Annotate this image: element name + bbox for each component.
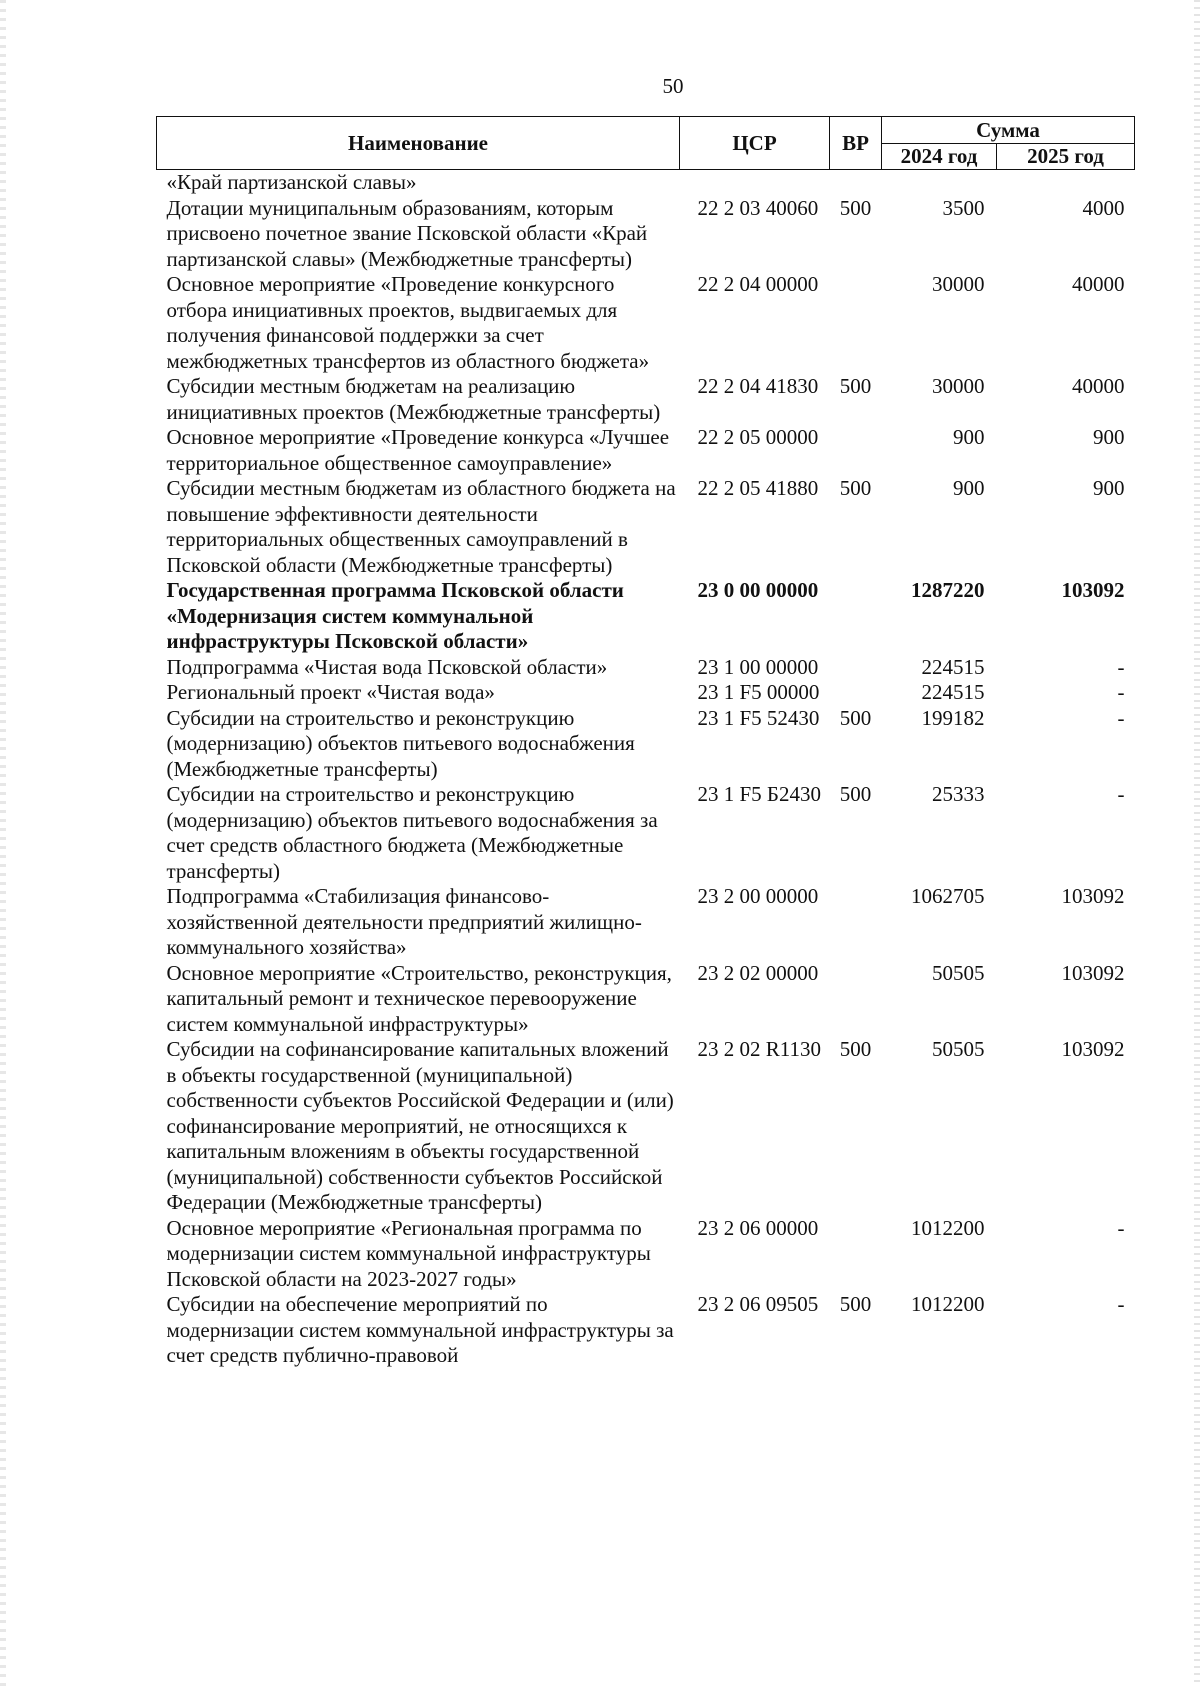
row-amount-2025: - xyxy=(1117,680,1125,704)
row-csr-code: 23 1 F5 Б2430 xyxy=(697,782,821,806)
row-name: Основное мероприятие «Проведение конкурсного отбора инициативных проектов, выдвигаемых для получения финансовой поддержки за счет межбюджетных трансфертов из областного бюджета» xyxy=(166,272,650,373)
row-name: Субсидии на строительство и реконструкцию (модернизацию) объектов питьевого водоснабжения (Межбюджетные трансферты) xyxy=(166,705,635,781)
row-amount-2024: 1287220 xyxy=(911,578,985,602)
row-csr-code: 23 2 00 00000 xyxy=(697,884,819,908)
row-amount-2025: 103092 xyxy=(1061,960,1125,985)
row-amount-2024: 30000 xyxy=(932,374,985,398)
row-name: Региональный проект «Чистая вода» xyxy=(166,680,495,704)
row-vr-code: 500 xyxy=(839,374,872,398)
scan-edge-right xyxy=(1194,0,1200,1686)
row-vr-code xyxy=(830,272,882,374)
header-year-2025: 2025 год xyxy=(997,143,1135,170)
table-row xyxy=(157,884,1135,961)
table-row xyxy=(157,1216,1135,1293)
row-amount-2024: 1012200 xyxy=(911,1292,985,1316)
row-amount-2025: 4000 xyxy=(1082,195,1125,220)
header-year-2024: 2024 год xyxy=(882,143,997,170)
row-name: Государственная программа Псковской области «Модернизация систем коммунальной инфраструктуры Псковской области» xyxy=(166,578,624,653)
row-amount-2025: 103092 xyxy=(1061,578,1125,602)
row-csr-code: 23 2 06 09505 xyxy=(697,1292,819,1316)
row-vr-code xyxy=(830,170,882,196)
table-header xyxy=(157,117,1135,170)
row-amount-2025 xyxy=(997,170,1135,196)
row-name: Субсидии на софинансирование капитальных вложений в объекты государственной (муниципальной) собственности субъектов Российской Федерации и (или) софинансирование мероприятий, не относящихся к капитальным вложениям в объекты государственной (муниципальной) собственности субъектов Российской Федерации (Межбюджетные трансферты) xyxy=(166,1037,674,1214)
row-amount-2024: 1012200 xyxy=(911,1215,985,1240)
row-csr-code xyxy=(680,170,830,196)
row-amount-2025: 40000 xyxy=(1072,374,1125,398)
row-vr-code: 500 xyxy=(839,476,872,500)
row-amount-2024 xyxy=(882,170,997,196)
table-row xyxy=(157,196,1135,273)
row-csr-code: 22 2 03 40060 xyxy=(697,195,819,220)
row-vr-code: 500 xyxy=(839,1292,872,1316)
row-vr-code: 500 xyxy=(839,782,872,806)
row-amount-2025: - xyxy=(1117,1215,1125,1240)
row-name: Подпрограмма «Стабилизация финансово-хозяйственной деятельности предприятий жилищно-коммунального хозяйства» xyxy=(166,884,642,959)
page-number: 50 xyxy=(662,74,684,98)
row-vr-code: 500 xyxy=(839,195,872,220)
row-csr-code: 22 2 05 41880 xyxy=(697,476,819,500)
row-name: Основное мероприятие «Строительство, реконструкция, капитальный ремонт и техническое перевооружение систем коммунальной инфраструктуры» xyxy=(166,960,672,1036)
row-amount-2024: 50505 xyxy=(932,960,985,985)
row-vr-code xyxy=(830,655,882,681)
row-csr-code: 23 1 00 00000 xyxy=(697,654,819,679)
table-row xyxy=(157,1292,1135,1369)
header-sum: Сумма xyxy=(882,117,1135,144)
row-vr-code xyxy=(830,961,882,1038)
header-vr: ВР xyxy=(830,117,882,170)
row-csr-code: 22 2 05 00000 xyxy=(697,425,819,449)
row-vr-code xyxy=(830,680,882,706)
row-csr-code: 23 2 02 00000 xyxy=(697,960,819,985)
row-csr-code: 23 1 F5 52430 xyxy=(697,705,820,730)
row-amount-2025: - xyxy=(1117,782,1125,806)
table-row xyxy=(157,782,1135,884)
table-row xyxy=(157,655,1135,681)
scan-edge-left xyxy=(0,0,6,1686)
row-name: Основное мероприятие «Проведение конкурса «Лучшее территориальное общественное самоуправление» xyxy=(166,425,670,475)
row-name: Субсидии на обеспечение мероприятий по модернизации систем коммунальной инфраструктуры за счет средств публично-правовой xyxy=(166,1292,674,1367)
row-vr-code xyxy=(830,884,882,961)
row-vr-code xyxy=(830,1216,882,1293)
header-csr: ЦСР xyxy=(680,117,830,170)
row-amount-2024: 224515 xyxy=(921,680,985,704)
row-name: Основное мероприятие «Региональная программа по модернизации систем коммунальной инфраструктуры Псковской области на 2023-2027 годы» xyxy=(166,1215,651,1291)
row-amount-2025: - xyxy=(1117,1292,1125,1316)
table-row xyxy=(157,680,1135,706)
row-name: Субсидии местным бюджетам из областного бюджета на повышение эффективности деятельности территориальных общественных самоуправлений в Псковской области (Межбюджетные трансферты) xyxy=(166,476,676,577)
table-row xyxy=(157,374,1135,425)
row-csr-code: 23 2 02 R1130 xyxy=(697,1037,821,1061)
row-csr-code: 22 2 04 41830 xyxy=(697,374,819,398)
row-amount-2024: 224515 xyxy=(921,654,985,679)
row-amount-2025: 103092 xyxy=(1061,884,1125,908)
row-amount-2025: 900 xyxy=(1093,425,1125,449)
row-vr-code: 500 xyxy=(839,705,872,730)
table-row xyxy=(157,961,1135,1038)
table-row xyxy=(157,272,1135,374)
row-name: «Край партизанской славы» xyxy=(166,170,417,194)
budget-table xyxy=(156,116,1135,1369)
table-row xyxy=(157,425,1135,476)
row-csr-code: 22 2 04 00000 xyxy=(697,272,819,296)
row-name: Субсидии местным бюджетам на реализацию инициативных проектов (Межбюджетные трансферты) xyxy=(166,374,661,424)
header-name: Наименование xyxy=(157,117,680,170)
row-csr-code: 23 1 F5 00000 xyxy=(697,680,820,704)
row-name: Дотации муниципальным образованиям, которым присвоено почетное звание Псковской области «Край партизанской славы» (Межбюджетные трансферты) xyxy=(166,195,648,271)
row-amount-2025: 40000 xyxy=(1072,272,1125,296)
table-row xyxy=(157,1037,1135,1216)
row-amount-2025: 103092 xyxy=(1061,1037,1125,1061)
row-amount-2024: 1062705 xyxy=(911,884,985,908)
table-row xyxy=(157,476,1135,578)
row-amount-2024: 30000 xyxy=(932,272,985,296)
row-amount-2025: 900 xyxy=(1093,476,1125,500)
row-amount-2024: 50505 xyxy=(932,1037,985,1061)
row-amount-2024: 900 xyxy=(953,425,985,449)
row-name: Субсидии на строительство и реконструкцию (модернизацию) объектов питьевого водоснабжения за счет средств областного бюджета (Межбюджетные трансферты) xyxy=(166,782,658,883)
table-row xyxy=(157,578,1135,655)
row-vr-code xyxy=(830,578,882,655)
table-row xyxy=(157,170,1135,196)
row-vr-code xyxy=(830,425,882,476)
row-csr-code: 23 2 06 00000 xyxy=(697,1215,819,1240)
row-csr-code: 23 0 00 00000 xyxy=(697,578,819,602)
row-amount-2025: - xyxy=(1117,654,1125,679)
row-amount-2024: 3500 xyxy=(942,195,985,220)
row-amount-2024: 199182 xyxy=(921,705,985,730)
row-name: Подпрограмма «Чистая вода Псковской области» xyxy=(166,654,608,679)
row-amount-2024: 25333 xyxy=(932,782,985,806)
row-amount-2024: 900 xyxy=(953,476,985,500)
row-vr-code: 500 xyxy=(839,1037,872,1061)
row-amount-2025: - xyxy=(1117,705,1125,730)
table-body xyxy=(157,170,1135,1369)
table-row xyxy=(157,706,1135,783)
